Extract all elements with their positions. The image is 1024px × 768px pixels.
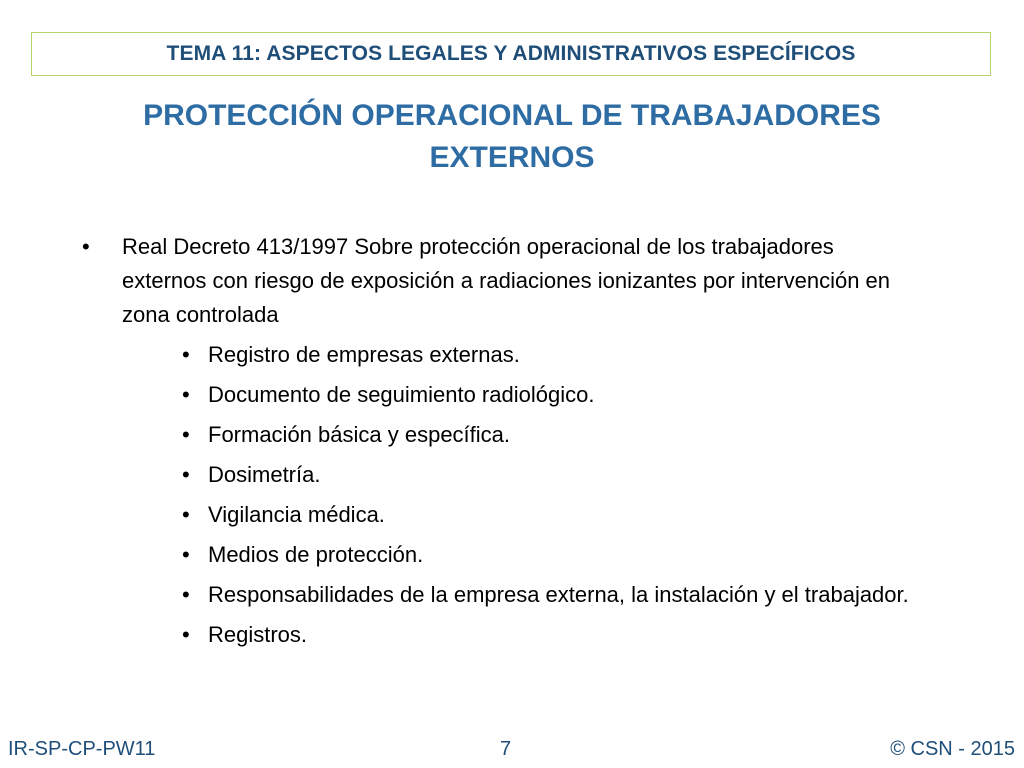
bullet-icon: • [82,234,90,259]
list-item [182,418,912,451]
topic-header: TEMA 11: ASPECTOS LEGALES Y ADMINISTRATIVOS ESPECÍFICOS [166,42,856,65]
list-item-text: Vigilancia médica. [208,502,385,527]
list-item [182,338,912,371]
slide-title: PROTECCIÓN OPERACIONAL DE TRABAJADORES EXTERNOS [143,99,881,174]
bullet-icon: • [182,542,190,567]
main-bullet-text: Real Decreto 413/1997 Sobre protección operacional de los trabajadores externos con riesgo de exposición a radiaciones ionizantes por intervención en zona controlada [122,234,891,327]
bullet-icon: • [182,382,190,407]
list-item-text: Medios de protección. [208,542,424,567]
bullet-icon: • [182,582,190,607]
list-item-text: Documento de seguimiento radiológico. [208,382,595,407]
slide-content [82,230,912,658]
topic-header-box [31,32,991,76]
page-number: 7 [500,738,512,760]
main-bullet-item [82,230,912,332]
list-item-text: Responsabilidades de la empresa externa, la instalación y el trabajador. [208,582,909,607]
footer-code: IR-SP-CP-PW11 [8,738,156,760]
bullet-icon: • [182,342,190,367]
list-item [182,618,912,651]
list-item-text: Formación básica y específica. [208,422,511,447]
list-item-text: Registro de empresas externas. [208,342,520,367]
list-item [182,578,912,611]
list-item [182,498,912,531]
list-item [182,458,912,491]
bullet-icon: • [182,462,190,487]
list-item [182,378,912,411]
bullet-icon: • [182,422,190,447]
bullet-icon: • [182,622,190,647]
footer-copyright: © CSN - 2015 [890,738,1015,760]
list-item-text: Registros. [208,622,308,647]
bullet-icon: • [182,502,190,527]
sub-bullet-list [82,338,912,651]
list-item-text: Dosimetría. [208,462,321,487]
list-item [182,538,912,571]
